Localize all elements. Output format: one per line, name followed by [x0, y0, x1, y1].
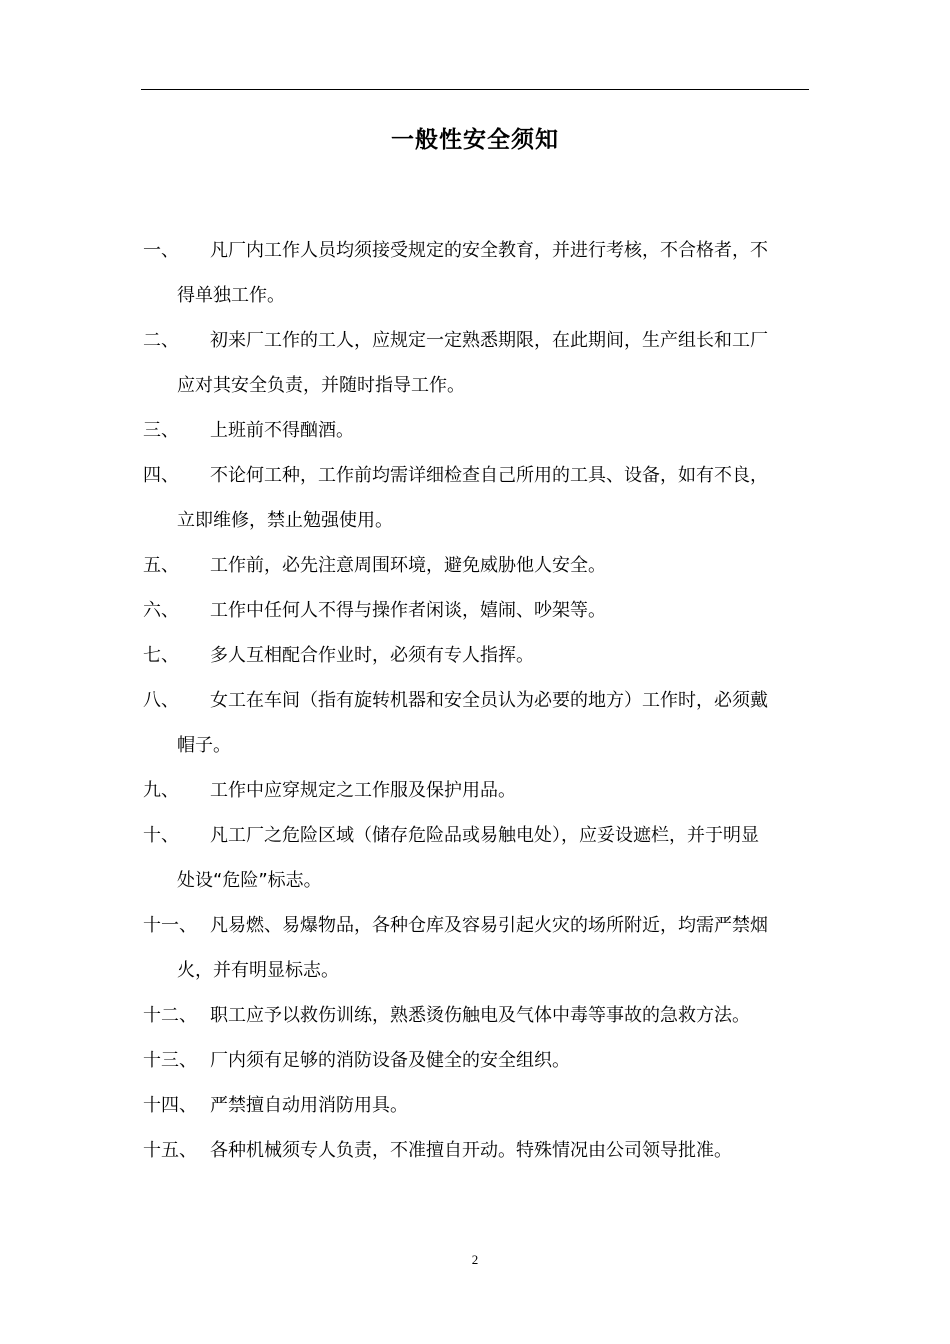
rule-text: 严禁擅自动用消防用具。	[210, 1095, 408, 1116]
rule-continuation-line	[143, 723, 811, 768]
rule-first-line	[143, 1083, 811, 1128]
rule-item	[143, 453, 811, 543]
rule-first-line	[143, 543, 811, 588]
rule-item	[143, 633, 811, 678]
rule-text: 应对其安全负责，并随时指导工作。	[177, 375, 465, 396]
rule-text: 上班前不得酗酒。	[210, 420, 354, 441]
rule-item	[143, 318, 811, 408]
rule-continuation-line	[143, 948, 811, 993]
rule-text: 不论何工种，工作前均需详细检查自己所用的工具、设备，如有不良，	[210, 465, 768, 486]
rule-number: 三、	[143, 420, 179, 441]
rule-text: 工作前，必先注意周围环境，避免威胁他人安全。	[210, 555, 606, 576]
rule-item	[143, 543, 811, 588]
rule-text: 工作中应穿规定之工作服及保护用品。	[210, 780, 516, 801]
rule-continuation-line	[143, 498, 811, 543]
header-rule	[141, 89, 809, 90]
rule-first-line	[143, 813, 811, 858]
rule-number: 十四、	[143, 1095, 197, 1116]
rule-text: 女工在车间（指有旋转机器和安全员认为必要的地方）工作时，必须戴	[210, 690, 768, 711]
rule-number: 四、	[143, 465, 179, 486]
rule-text: 初来厂工作的工人，应规定一定熟悉期限，在此期间，生产组长和工厂	[210, 330, 768, 351]
rule-first-line	[143, 1038, 811, 1083]
rule-number: 十、	[143, 825, 179, 846]
rule-text: 凡工厂之危险区域（储存危险品或易触电处），应妥设遮栏，并于明显	[210, 825, 759, 846]
rule-item	[143, 813, 811, 903]
rule-number: 一、	[143, 240, 179, 261]
rule-item	[143, 1083, 811, 1128]
rule-first-line	[143, 1128, 811, 1173]
rule-item	[143, 408, 811, 453]
rule-number: 十五、	[143, 1140, 197, 1161]
document-title: 一般性安全须知	[391, 127, 559, 153]
rule-number: 十一、	[143, 915, 197, 936]
rule-item	[143, 678, 811, 768]
rules-list	[143, 228, 811, 1173]
page-number: 2	[471, 1252, 479, 1267]
rule-continuation-line	[143, 363, 811, 408]
rule-item	[143, 228, 811, 318]
rule-first-line	[143, 993, 811, 1038]
rule-text: 厂内须有足够的消防设备及健全的安全组织。	[210, 1050, 570, 1071]
rule-text: 凡厂内工作人员均须接受规定的安全教育，并进行考核，不合格者，不	[210, 240, 768, 261]
rule-text: 职工应予以救伤训练，熟悉烫伤触电及气体中毒等事故的急救方法。	[210, 1005, 750, 1026]
rule-item	[143, 588, 811, 633]
rule-first-line	[143, 408, 811, 453]
rule-first-line	[143, 588, 811, 633]
rule-text: 各种机械须专人负责，不准擅自开动。特殊情况由公司领导批准。	[210, 1140, 732, 1161]
rule-text: 工作中任何人不得与操作者闲谈，嬉闹、吵架等。	[210, 600, 606, 621]
rule-first-line	[143, 903, 811, 948]
rule-first-line	[143, 678, 811, 723]
rule-number: 十三、	[143, 1050, 197, 1071]
rule-first-line	[143, 228, 811, 273]
rule-text: 得单独工作。	[177, 285, 285, 306]
rule-number: 七、	[143, 645, 179, 666]
rule-number: 五、	[143, 555, 179, 576]
rule-text: 处设“危险”标志。	[177, 870, 322, 891]
rule-number: 九、	[143, 780, 179, 801]
rule-first-line	[143, 318, 811, 363]
rule-text: 立即维修，禁止勉强使用。	[177, 510, 393, 531]
rule-number: 六、	[143, 600, 179, 621]
rule-first-line	[143, 768, 811, 813]
rule-item	[143, 1128, 811, 1173]
rule-item	[143, 993, 811, 1038]
rule-text: 帽子。	[177, 735, 231, 756]
rule-continuation-line	[143, 858, 811, 903]
rule-continuation-line	[143, 273, 811, 318]
rule-item	[143, 1038, 811, 1083]
rule-first-line	[143, 453, 811, 498]
rule-number: 十二、	[143, 1005, 197, 1026]
rule-item	[143, 768, 811, 813]
rule-text: 多人互相配合作业时，必须有专人指挥。	[210, 645, 534, 666]
rule-text: 火，并有明显标志。	[177, 960, 339, 981]
rule-number: 八、	[143, 690, 179, 711]
rule-text: 凡易燃、易爆物品，各种仓库及容易引起火灾的场所附近，均需严禁烟	[210, 915, 768, 936]
rule-item	[143, 903, 811, 993]
rule-number: 二、	[143, 330, 179, 351]
rule-first-line	[143, 633, 811, 678]
